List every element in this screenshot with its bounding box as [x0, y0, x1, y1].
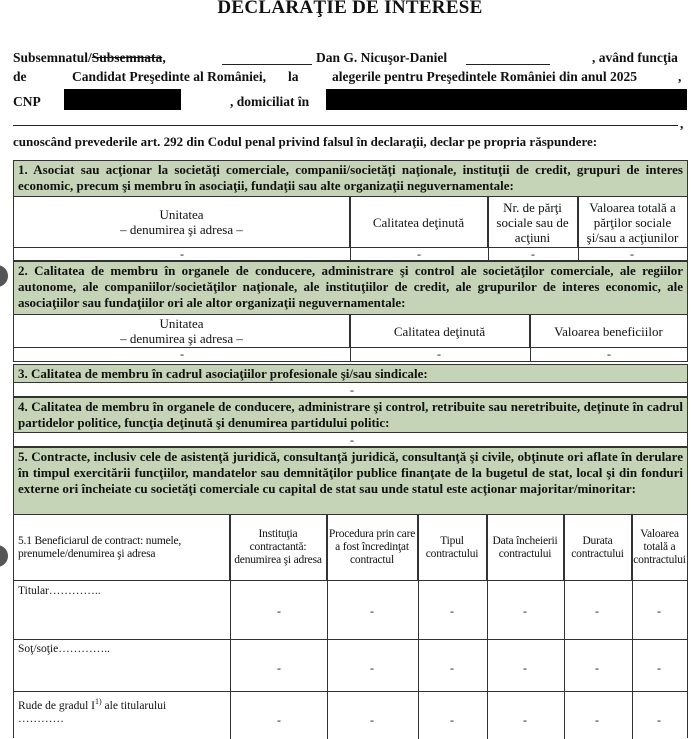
- s1-dash: -: [180, 247, 184, 261]
- s5-row-sot-label: Soţ/soţie…………..: [18, 643, 111, 655]
- s2-dash: -: [607, 347, 611, 361]
- section-1-header: 1. Asociat sau acţionar la societăţi comerciale, companii/societăţi naţionale, instituţii de credit, grupuri de interes economic, precum şi membru în asociaţii, fundaţii sau alte organizaţii neguvernamentale:: [13, 160, 688, 197]
- intro-comma-2: ,: [680, 116, 684, 131]
- section-1-table: [13, 196, 688, 261]
- redacted-address: [326, 89, 687, 110]
- s5-col-beneficiar: 5.1 Beneficiarul de contract: numele, prenumele/denumirea şi adresa: [14, 515, 230, 581]
- section-4-header: 4. Calitatea de membru în organele de conducere, administrare şi control, retribuite sau neretribuite, deţinute în cadrul partidelor politice, funcţia deţinută şi denumirea partidului politic:: [13, 397, 688, 433]
- s5-col-procedura: Procedura prin care a fost încredinţat contractul: [327, 515, 418, 581]
- section-4-table: [13, 432, 688, 447]
- section-2-table: [13, 314, 688, 362]
- s5-dash: -: [523, 604, 527, 618]
- intro-comma: ,: [678, 69, 682, 84]
- s2-col-unitatea: Unitatea – denumirea şi adresa –: [14, 315, 350, 348]
- intro-avand-functia: , având funcţia: [592, 50, 678, 65]
- s5-dash: -: [657, 604, 661, 618]
- s5-dash: -: [523, 713, 527, 727]
- s2-dash: -: [180, 347, 184, 361]
- s5-dash: -: [277, 713, 281, 727]
- s5-row-rude-label: Rude de gradul $I^{1)}$ ale titularului …………: [18, 697, 167, 725]
- s4-dash: -: [350, 433, 354, 447]
- declarant-institution: alegerile pentru Preşedintele României din anul 2025: [332, 69, 637, 84]
- blank-line: [13, 125, 678, 126]
- s1-dash: -: [531, 247, 535, 261]
- intro-domiciliat: , domiciliat în: [230, 94, 310, 109]
- s5-col-institutia: Instituţia contractantă: denumirea şi adresa: [230, 515, 327, 581]
- blank-line: [222, 64, 312, 65]
- s2-dash: -: [437, 347, 441, 361]
- s5-dash: -: [657, 713, 661, 727]
- s5-dash: -: [370, 604, 374, 618]
- s5-dash: -: [595, 713, 599, 727]
- intro-cnp: CNP: [13, 94, 41, 109]
- document-title: DECLARAŢIE DE INTERESE: [217, 0, 483, 18]
- intro-de: de: [13, 69, 27, 84]
- s2-col-calitatea: Calitatea deţinută: [350, 315, 530, 348]
- s5-dash: -: [450, 713, 454, 727]
- s2-col-valoarea: Valoarea beneficiilor: [530, 315, 687, 348]
- s5-dash: -: [450, 661, 454, 675]
- intro-la: la: [288, 69, 299, 84]
- s5-col-tipul: Tipul contractului: [418, 515, 487, 581]
- s1-dash: -: [630, 247, 634, 261]
- s5-col-valoarea: Valoarea totală a contractului: [632, 515, 687, 581]
- s5-col-durata: Durata contractului: [564, 515, 632, 581]
- binder-hole: [0, 265, 8, 287]
- s1-dash: -: [417, 247, 421, 261]
- s5-dash: -: [277, 661, 281, 675]
- section-5-table: [13, 514, 688, 738]
- s5-dash: -: [370, 661, 374, 675]
- redacted-cnp: [64, 89, 181, 110]
- binder-hole: [0, 545, 8, 567]
- declarant-name: Dan G. Nicuşor-Daniel: [316, 50, 448, 65]
- s5-dash: -: [595, 661, 599, 675]
- s5-col-data: Data încheierii contractului: [487, 515, 564, 581]
- s5-dash: -: [370, 713, 374, 727]
- s1-col-nr-parti: Nr. de părţi sociale sau de acţiuni: [488, 197, 578, 248]
- s5-dash: -: [450, 604, 454, 618]
- declarant-function: Candidat Preşedinte al României,: [72, 69, 267, 84]
- s3-dash: -: [350, 383, 354, 397]
- s1-col-unitatea: Unitatea – denumirea şi adresa –: [14, 197, 350, 248]
- s5-dash: -: [657, 661, 661, 675]
- intro-subsemnatul: Subsemnatul/Subsemnata,: [13, 50, 166, 65]
- s1-col-calitatea: Calitatea deţinută: [350, 197, 488, 248]
- s5-dash: -: [277, 604, 281, 618]
- intro-cunoscand: cunoscând prevederile art. 292 din Codul penal privind falsul în declaraţii, declar pe propria răspundere:: [13, 134, 598, 149]
- section-2-header: 2. Calitatea de membru în organele de conducere, administrare şi control ale societăţilor comerciale, ale regiilor autonome, ale companiilor/societăţilor naţionale, ale instituţiilor de credit, ale grupurilor de interes economic, ale asociaţiilor sau fundaţiilor ori ale altor organizaţii neguvernamentale:: [13, 261, 688, 315]
- section-5-header: 5. Contracte, inclusiv cele de asistenţă juridică, consultanţă juridică, consultanţă şi civile, obţinute ori aflate în derulare în timpul exercitării funcţiilor, mandatelor sau demnităţilor publice finanţate de la bugetul de stat, local şi din fonduri externe ori încheiate cu societăţi comerciale cu capital de stat sau unde statul este acţionar majoritar/minoritar:: [13, 447, 688, 515]
- blank-line: [466, 64, 550, 65]
- section-3-table: [13, 382, 688, 397]
- section-3-header: 3. Calitatea de membru în cadrul asociaţiilor profesionale şi/sau sindicale:: [13, 364, 688, 383]
- s5-dash: -: [523, 661, 527, 675]
- s1-col-valoarea: Valoarea totală a părţilor sociale şi/sau a acţiunilor: [578, 197, 687, 248]
- s5-dash: -: [595, 604, 599, 618]
- s5-row-titular-label: Titular…………..: [18, 585, 101, 597]
